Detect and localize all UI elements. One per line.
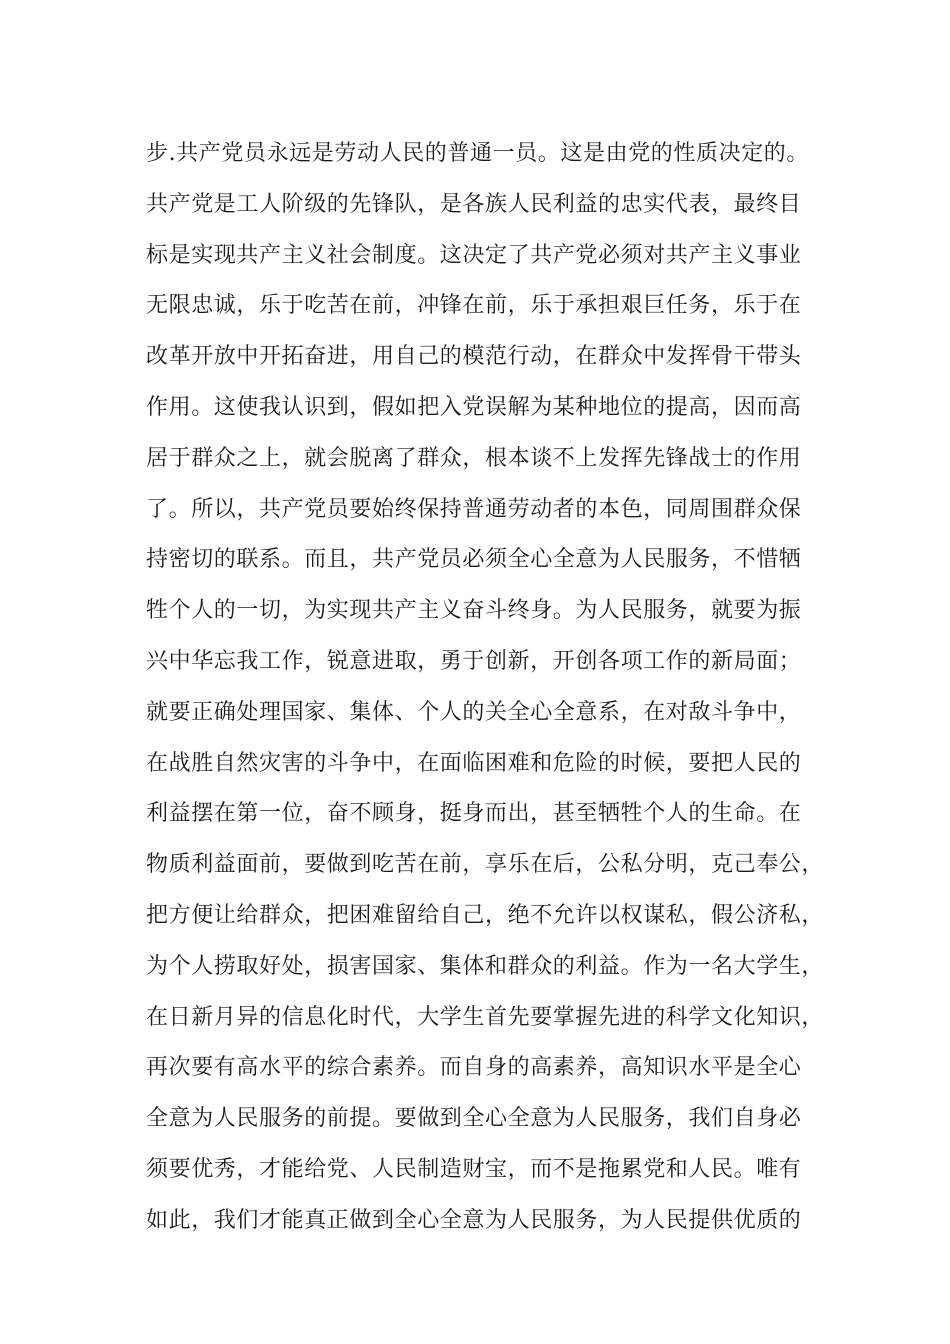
text-line: 居于群众之上，就会脱离了群众，根本谈不上发挥先锋战士的作用 (146, 445, 802, 471)
text-line: 把方便让给群众，把困难留给自己，绝不允许以权谋私，假公济私， (146, 902, 825, 928)
text-line: 全意为人民服务的前提。要做到全心全意为人民服务，我们自身必 (146, 1106, 802, 1132)
text-line: 物质利益面前，要做到吃苦在前，享乐在后，公私分明，克己奉公， (146, 852, 825, 878)
text-line: 持密切的联系。而且，共产党员必须全心全意为人民服务，不惜牺 (146, 547, 802, 573)
text-line: 为个人捞取好处，损害国家、集体和群众的利益。作为一名大学生， (146, 953, 825, 979)
text-line: 了。所以，共产党员要始终保持普通劳动者的本色，同周围群众保 (146, 496, 802, 522)
text-line: 标是实现共产主义社会制度。这决定了共产党必须对共产主义事业 (146, 242, 802, 268)
text-line: 利益摆在第一位，奋不顾身，挺身而出，甚至牺牲个人的生命。在 (146, 801, 802, 827)
text-line: 步.共产党员永远是劳动人民的普通一员。这是由党的性质决定的。 (146, 141, 809, 166)
text-line: 须要优秀，才能给党、人民制造财宝，而不是拖累党和人民。唯有 (146, 1156, 802, 1182)
text-line: 无限忠诚，乐于吃苦在前，冲锋在前，乐于承担艰巨任务，乐于在 (146, 293, 802, 319)
text-line: 就要正确处理国家、集体、个人的关全心全意系，在对敌斗争中， (146, 699, 802, 725)
text-line: 在日新月异的信息化时代，大学生首先要掌握先进的科学文化知识， (146, 1004, 825, 1030)
text-line: 兴中华忘我工作，锐意进取，勇于创新，开创各项工作的新局面； (146, 648, 802, 674)
body-text (146, 129, 826, 1247)
text-line: 作用。这使我认识到，假如把入党误解为某种地位的提高，因而高 (146, 394, 802, 420)
text-line: 如此，我们才能真正做到全心全意为人民服务，为人民提供优质的 (146, 1207, 802, 1233)
text-line: 牲个人的一切，为实现共产主义奋斗终身。为人民服务，就要为振 (146, 598, 802, 624)
text-line: 在战胜自然灾害的斗争中，在面临困难和危险的时候，要把人民的 (146, 750, 802, 776)
text-line: 改革开放中开拓奋进，用自己的模范行动，在群众中发挥骨干带头 (146, 344, 802, 370)
text-line: 共产党是工人阶级的先锋队，是各族人民利益的忠实代表，最终目 (146, 191, 802, 217)
text-line: 再次要有高水平的综合素养。而自身的高素养，高知识水平是全心 (146, 1055, 802, 1081)
